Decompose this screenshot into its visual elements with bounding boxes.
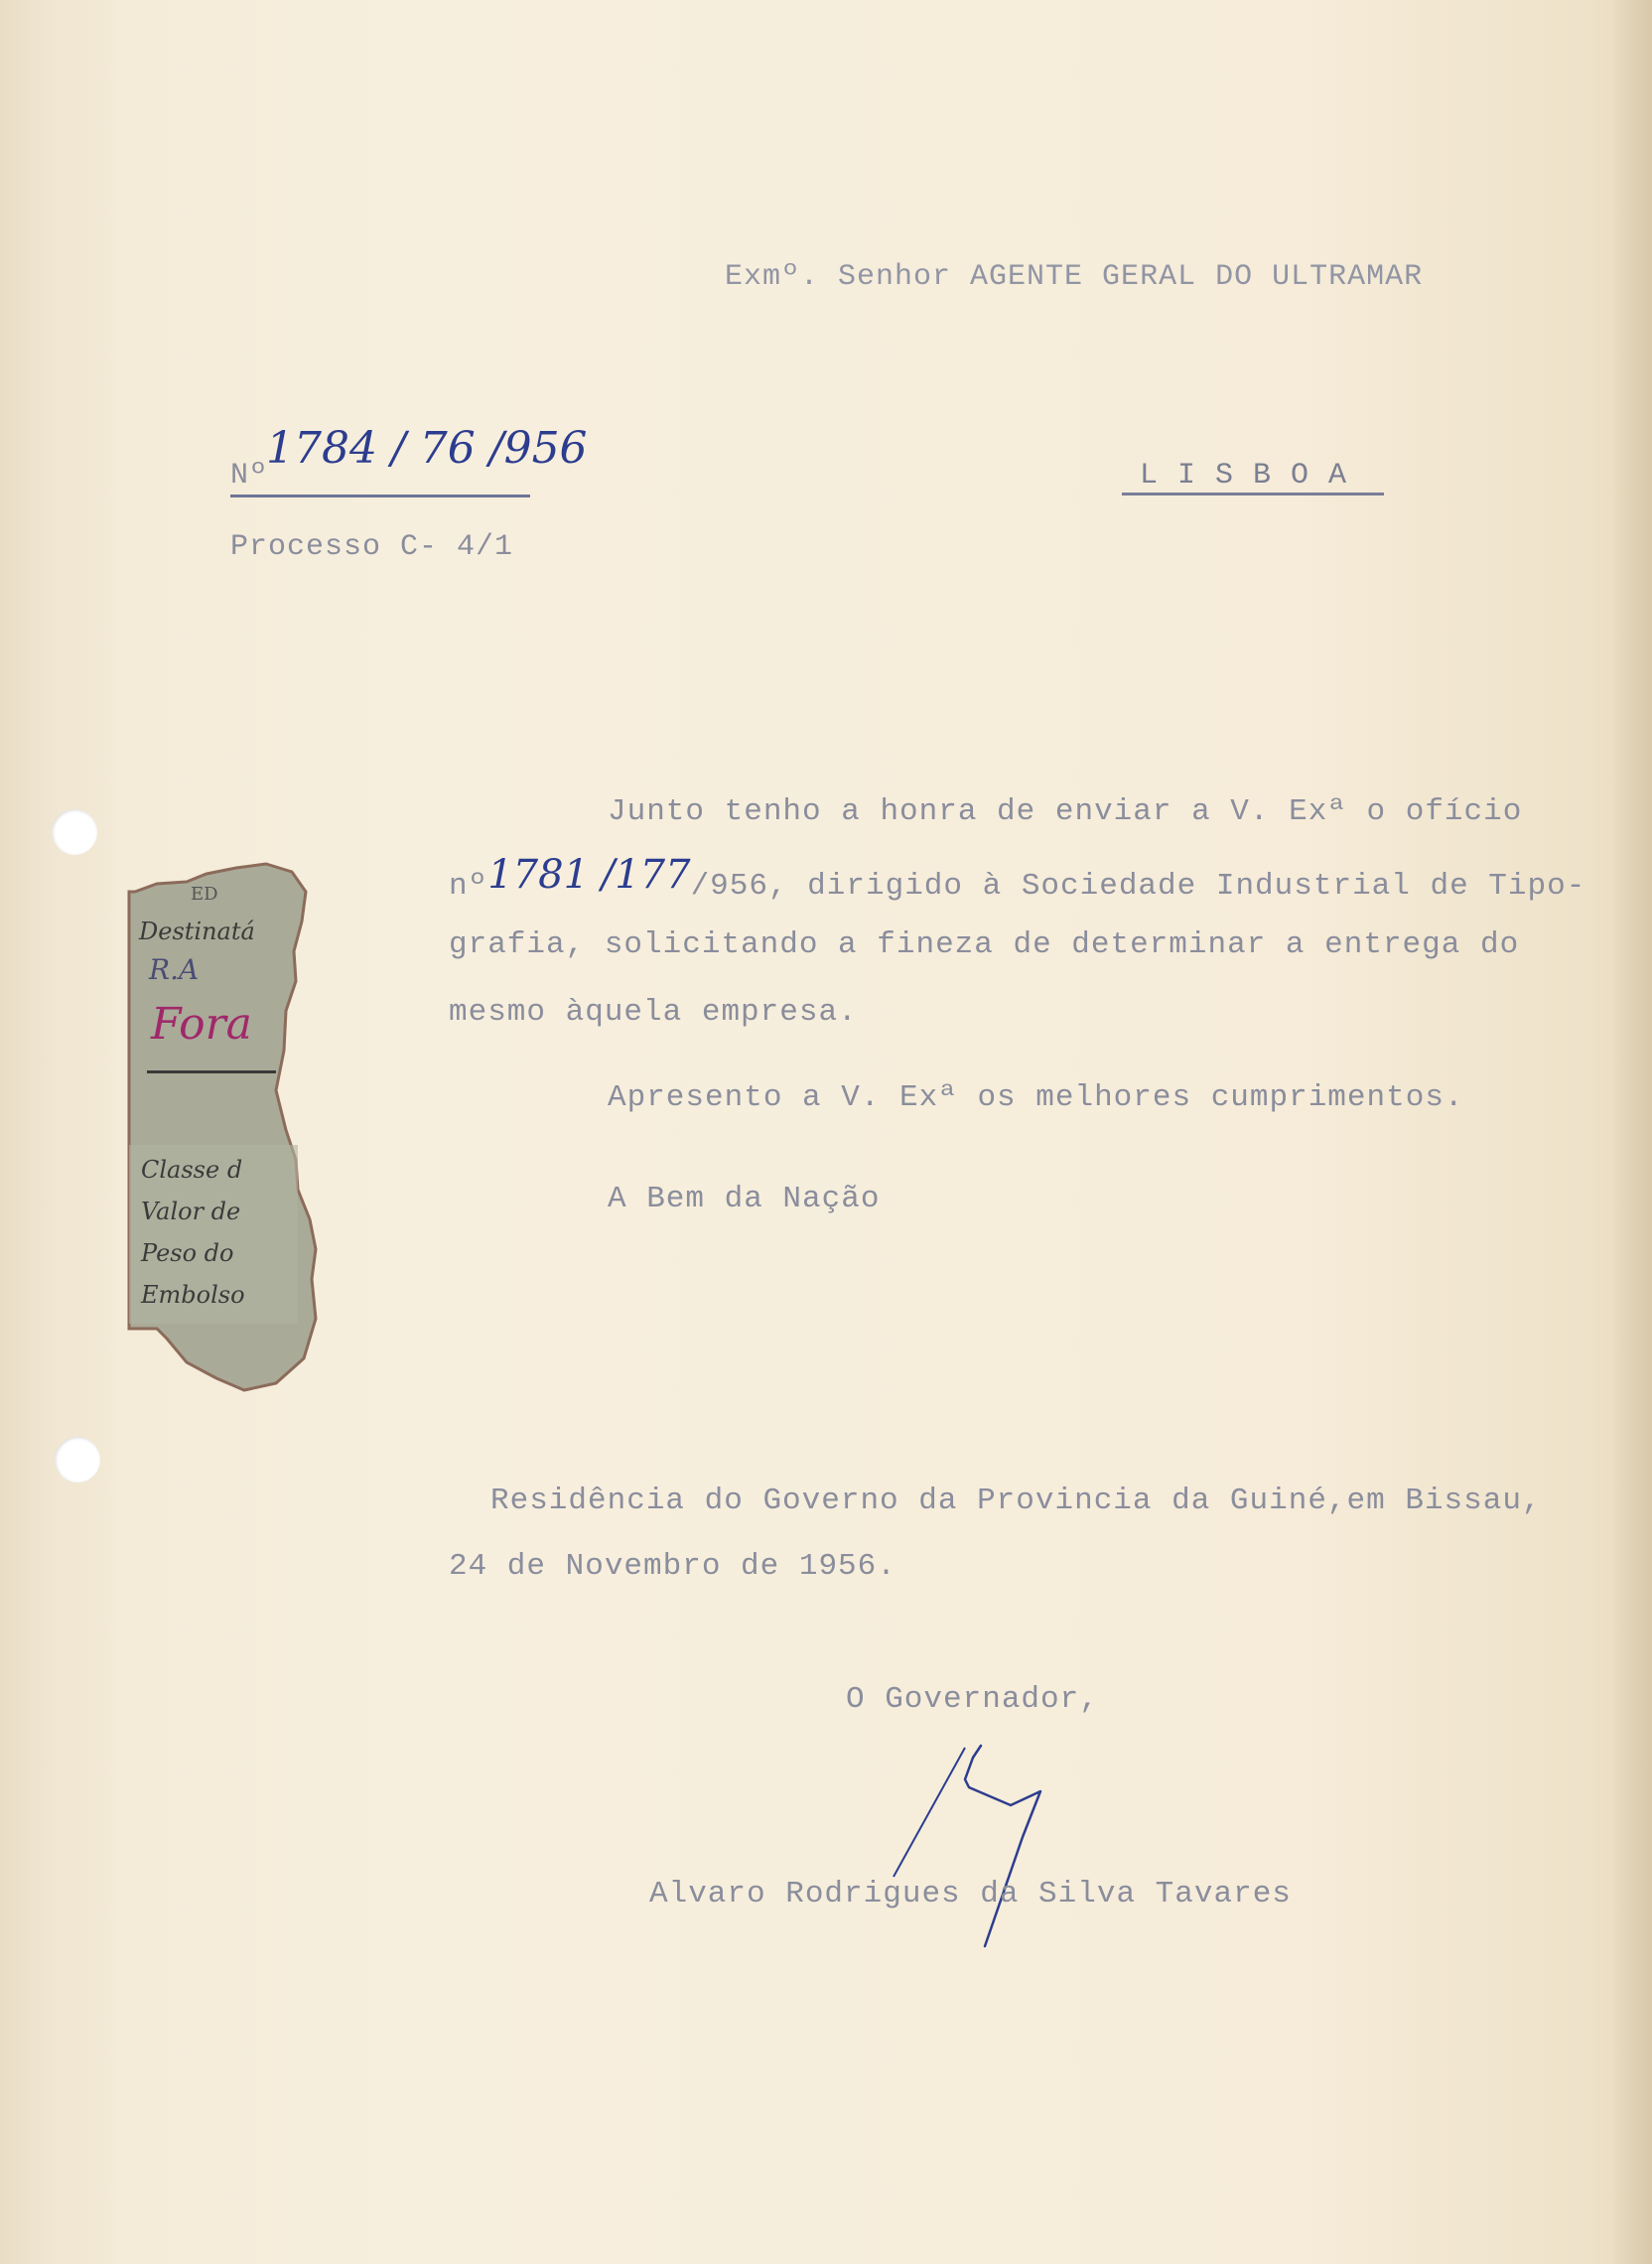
body-line-1: Junto tenho a honra de enviar a V. Exª o ofício bbox=[608, 794, 1523, 829]
signatory-name: Alvaro Rodrigues da Silva Tavares bbox=[649, 1877, 1292, 1911]
stamp-handwritten-1: R.A bbox=[149, 953, 200, 986]
body-line-3: grafia, solicitando a fineza de determinar a entrega do bbox=[449, 927, 1520, 962]
greeting-line: Apresento a V. Exª os melhores cumprimentos. bbox=[608, 1080, 1464, 1115]
torn-stamp-fragment bbox=[127, 862, 326, 1418]
paper-left-margin bbox=[0, 0, 117, 2264]
process-number: Processo C- 4/1 bbox=[230, 530, 514, 564]
paper-right-edge bbox=[1612, 0, 1652, 2264]
body-line-2 bbox=[449, 852, 1586, 904]
body-line-2-prefix: nº bbox=[449, 869, 488, 904]
stamp-label-embolso: Embolso bbox=[141, 1281, 245, 1309]
stamp-label-classe: Classe d bbox=[141, 1156, 243, 1184]
oficio-handwritten-number: 1781 /177 bbox=[487, 852, 691, 898]
stamp-destinatario: Destinatá bbox=[139, 918, 255, 945]
place-line: Residência do Governo da Provincia da Guiné,em Bissau, bbox=[490, 1484, 1542, 1518]
handwritten-signature bbox=[874, 1728, 1092, 1966]
stamp-handwritten-2: Fora bbox=[151, 999, 252, 1050]
addressee-line: Exmº. Senhor AGENTE GERAL DO ULTRAMAR bbox=[725, 260, 1424, 294]
reference-prefix: Nº bbox=[230, 459, 269, 493]
stamp-label-valor: Valor de bbox=[141, 1198, 241, 1225]
reference-underline bbox=[230, 495, 530, 497]
city-underline bbox=[1122, 493, 1384, 495]
closing-formula: A Bem da Nação bbox=[608, 1182, 881, 1216]
body-line-2-rest: /956, dirigido à Sociedade Industrial de Tipo- bbox=[690, 869, 1586, 904]
punch-hole-bottom bbox=[55, 1437, 100, 1483]
city-lisboa: L I S B O A bbox=[1140, 459, 1348, 493]
date-line: 24 de Novembro de 1956. bbox=[449, 1549, 896, 1584]
stamp-top-mark: ED bbox=[191, 884, 218, 905]
body-line-4: mesmo àquela empresa. bbox=[449, 995, 858, 1030]
reference-handwritten: 1784 / 76 /956 bbox=[266, 423, 588, 474]
signatory-title: O Governador, bbox=[846, 1682, 1099, 1717]
punch-hole-top bbox=[52, 809, 97, 855]
stamp-label-peso: Peso do bbox=[141, 1239, 234, 1267]
